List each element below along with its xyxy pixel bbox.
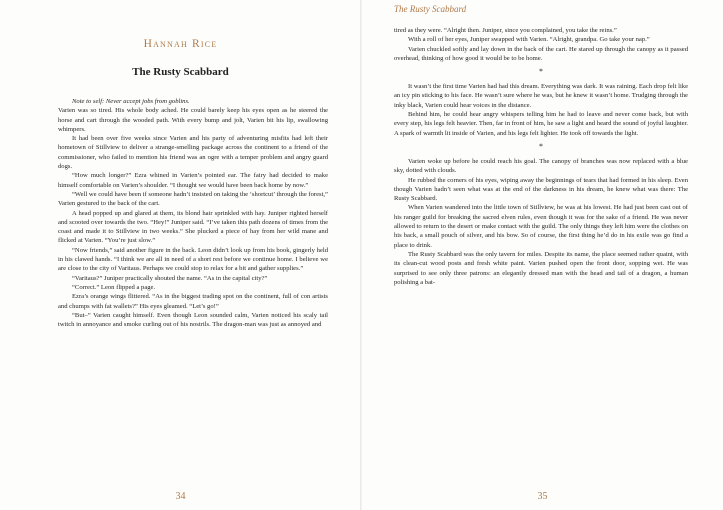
paragraph: The Rusty Scabbard was the only tavern for miles. Despite its name, the place seemed rather quaint, with its clean-cut wood posts and fresh white paint. Varien pushed open the front door, sopping wet. He was surprised to see only three patrons: an elegantly dressed man with the head and tail of a dragon, a human polishing a bat- (394, 250, 688, 286)
paragraph: Varien woke up before he could reach his goal. The canopy of branches was now replaced with a blue sky, dotted with clouds. (394, 157, 688, 175)
right-page (362, 0, 723, 510)
paragraph: Varien chuckled softly and lay down in the back of the cart. He stared up through the canopy as it passed overhead, thinking of how good it would be to be home. (394, 45, 688, 62)
scene-break: * (539, 141, 543, 151)
right-body-text (394, 26, 688, 287)
paragraph: “Well we could have been if someone hadn’t insisted on taking the ‘shortcut’ through the forest,” Varien gestured to the back of the cart. (58, 190, 328, 208)
paragraph: A head popped up and glared at them, its blond hair sprinkled with hay. Juniper righted herself and scooted over towards the two. “Hey!” Juniper said. “I’ve taken this path dozens of times from the coast and made it to Stillview in two weeks.” She plucked a piece of hay from her wild mane and flicked at Varien. “You’re just slow.” (58, 209, 328, 245)
paragraph: It wasn’t the first time Varien had had this dream. Everything was dark. It was raining. Each drop felt like an icy pin sticking to his face. He wasn’t sure where he was, but he knew it wasn’t home. Trudging through the inky black, Varien could hear voices in the distance. (394, 83, 688, 109)
left-body-text (58, 97, 328, 329)
paragraph: “But–” Varien caught himself. Even though Leon sounded calm, Varien noticed his scaly tail twitch in annoyance and smoke curling out of his nostrils. The dragon-man was just as annoyed and (58, 311, 328, 329)
running-head-title: The Rusty Scabbard (394, 4, 467, 14)
paragraph: It had been over five weeks since Varien and his party of adventuring misfits had left their hometown of Stillview to deliver a strange-smelling package across the continent to a friend of the commissioner, who failed to mention his friend was an ogre with a temper problem and angry guard dogs. (58, 135, 328, 171)
paragraph: When Varien wandered into the little town of Stillview, he was at his lowest. He had just been cast out of his ranger guild for breaking the sacred elven rules, even though it was for the sake of a friend. He was never allowed to return to the desert or make contact with the guild. The only things they left him were the clothes on his back, a small pouch of silver, and his bow. So of course, the first thing he’d do in his exile was go find a place to drink. (394, 204, 688, 249)
paragraph: Behind him, he could hear angry whispers telling him he had to leave and never come back, but with every step, his legs felt heavier. Then, far in front of him, he saw a light and heard the sound of joyful laughter. A spark of warmth lit inside of Varien, and his legs felt lighter. He took off towards the light. (394, 111, 688, 137)
paragraph: “How much longer?” Ezra whined in Varien’s pointed ear. The fairy had decided to make himself comfortable on Varien’s shoulder. “I thought we would have been back home by now.” (58, 172, 328, 189)
left-page (0, 0, 361, 510)
paragraph: “Varitaus?” Juniper practically shouted the name. “As in the capital city?” (72, 274, 268, 282)
running-head-author: Hannah Rice (143, 38, 218, 50)
paragraph: Ezra’s orange wings flittered. “As in the biggest trading spot on the continent, full of con artists and chumps with fat wallets?” His eyes gleamed. “Let’s go!” (58, 293, 328, 310)
paragraph: With a roll of her eyes, Juniper swapped with Varien. “Alright, grandpa. Go take your nap.” (408, 36, 650, 44)
page-number-left: 34 (175, 491, 186, 502)
paragraph: “Correct.” Leon flipped a page. (72, 283, 156, 291)
paragraph: Note to self: Never accept jobs from goblins. (72, 98, 190, 105)
scene-break: * (539, 67, 543, 77)
chapter-title: The Rusty Scabbard (132, 66, 229, 78)
paragraph: “Now friends,” said another figure in the back. Leon didn’t look up from his book, gingerly held in his clawed hands. “I think we are all in need of a short rest before we continue home. I believe we are close to the city of Varitaus. Perhaps we could stop to relax for a bit and gather supplies.” (58, 246, 328, 273)
paragraph: Varien was so tired. His whole body ached. He could barely keep his eyes open as he steered the horse and cart through the wooded path. With every bump and jolt, Varien bit his lip, swallowing whimpers. (58, 107, 328, 133)
paragraph: tired as they were. “Alright then. Juniper, since you complained, you take the reins.” (394, 27, 617, 34)
paragraph: He rubbed the corners of his eyes, wiping away the beginnings of tears that had formed in his sleep. Even though Varien hadn’t seen what was at the end of the darkness in his dream, he knew what was there: The Rusty Scabbard. (394, 176, 688, 203)
page-number-right: 35 (537, 491, 548, 502)
